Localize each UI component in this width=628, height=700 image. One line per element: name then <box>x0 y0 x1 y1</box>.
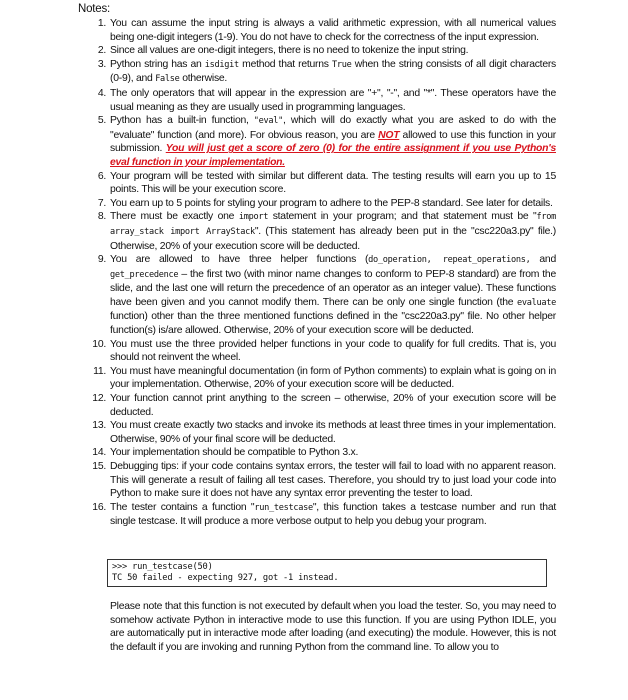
notes-list <box>92 17 557 529</box>
inline-code: do_operation, repeat_operations, <box>368 255 531 266</box>
item-text: allowed to use this function in your submission. <box>110 129 556 155</box>
list-item <box>92 460 556 501</box>
item-number: 7. <box>97 197 106 209</box>
list-item <box>92 338 556 365</box>
list-item <box>92 392 556 419</box>
body-paragraph: Please note that this function is not executed by default when you load the tester. So, you may need to somehow activate Python in interactive mode to use this function. If you are using Python IDLE, you are automatically put in interactive mode after loading (and executing) the module. However, this is not the default if you are invoking and running Python from the command line. To allow you to <box>110 601 556 653</box>
list-item <box>97 87 556 114</box>
list-item <box>97 44 556 58</box>
item-text: Your program will be tested with similar but different data. The testing results will earn you up to 15 points. This will be your execution score. <box>110 170 556 196</box>
inline-code: "eval" <box>253 116 284 127</box>
inline-code: True <box>331 59 352 70</box>
list-item <box>93 365 556 392</box>
inline-code: False <box>155 74 180 85</box>
item-number: 5. <box>97 115 106 127</box>
item-text: You are allowed to have three helper functions ( <box>110 254 369 266</box>
inline-code: run_testcase <box>254 502 313 513</box>
inline-code: import <box>238 212 269 223</box>
item-text: You can assume the input string is always a valid arithmetic expression, with all numerical values being one-digit integers (1-9). You do not have to check for the correctness of the input expression. <box>110 18 556 43</box>
item-text: The tester contains a function " <box>110 501 255 513</box>
item-text: when the string consists of all digit characters (0-9), and <box>110 58 557 85</box>
item-number: 15. <box>92 461 106 472</box>
not-emphasis: NOT <box>378 129 400 141</box>
code-line: >>> run_testcase(50) <box>112 562 213 572</box>
item-text: Since all values are one-digit integers, there is no need to tokenize the input string. <box>110 45 469 57</box>
item-text: The only operators that will appear in the expression are "+", "-", and "*". These operators have the usual meaning as they are usually used in programming languages. <box>110 87 556 113</box>
item-text: You must use the three provided helper functions in your code to qualify for full credits. That is, you should not reinvent the wheel. <box>110 338 556 364</box>
item-number: 14. <box>92 447 106 459</box>
item-number: 13. <box>92 420 106 432</box>
item-number: 9. <box>97 254 106 266</box>
item-text: You earn up to 5 points for styling your program to adhere to the PEP-8 standard. See later for details. <box>110 197 553 209</box>
list-item <box>97 114 557 169</box>
code-example-box <box>107 559 547 587</box>
item-text: You must create exactly two stacks and invoke its methods at least three times in your implementation. Otherwise, 90% of your final score will be deducted. <box>110 420 556 445</box>
item-number: 6. <box>97 170 106 182</box>
item-text: Your function cannot print anything to the screen – otherwise, 20% of your execution score will be deducted. <box>110 393 556 418</box>
item-number: 10. <box>92 338 106 350</box>
item-number: 16. <box>92 501 106 513</box>
notes-heading: Notes: <box>78 3 111 15</box>
item-text: , which will do exactly what you are asked to do with the "evaluate" function (and more). For obvious reason, you are <box>110 115 557 141</box>
warning-text: You will just get a score of zero (0) for the entire assignment if you use Python's eval function in your implementation. <box>110 143 556 168</box>
item-text: There must be exactly one <box>110 211 239 223</box>
item-text: Python string has an <box>110 58 205 70</box>
list-item <box>92 419 556 446</box>
item-text: ". (This statement has already been put in the "csc220a3.py" file.) Otherwise, 20% of your execution score will be deducted. <box>110 225 556 252</box>
item-text: Your implementation should be compatible to Python 3.x. <box>110 447 359 459</box>
list-item <box>92 501 556 529</box>
list-item <box>97 210 556 253</box>
list-item <box>97 197 556 211</box>
inline-code: isdigit <box>204 59 239 70</box>
inline-code: from array_stack import ArrayStack <box>110 212 556 237</box>
item-text: function) other than the three mentioned functions defined in the "csc220a3.py" file. No other helper function(s) is/are allowed. Otherwise, 20% of your execution score will be deducted. <box>110 311 556 337</box>
item-number: 4. <box>97 87 106 99</box>
item-text: – the first two (with minor name changes to conform to PEP-8 standard) are from the slide, and the last one will return the precedence of an operator as an integer value). These functions have been given and you cannot modify them. There can be only one single function (the <box>110 268 556 308</box>
item-number: 3. <box>97 58 106 70</box>
list-item <box>97 170 556 197</box>
item-text: ", this function takes a testcase number and run that single testcase. It will produce a more verbose output to help you debug your program. <box>110 501 556 528</box>
inline-code: get_precedence <box>110 269 179 280</box>
item-number: 12. <box>92 393 106 405</box>
inline-code: evaluate <box>517 297 556 308</box>
list-item <box>97 253 556 338</box>
item-number: 11. <box>93 365 106 377</box>
code-line: TC 50 failed - expecting 927, got -1 instead. <box>112 573 339 584</box>
item-text: Debugging tips: if your code contains syntax errors, the tester will fail to load with no apparent reason. This will generate a result of failing all test cases. Therefore, you should try to just load your code into Python to make sure it does not have any syntax error preventing the tester to load. <box>110 461 556 500</box>
item-number: 8. <box>97 211 106 223</box>
item-text: You must have meaningful documentation (in form of Python comments) to explain what is going on in your implementation. Otherwise, 20% of your execution score will be deducted. <box>110 365 556 391</box>
item-text: otherwise. <box>179 73 228 85</box>
list-item <box>97 17 556 44</box>
item-text: Python has a built-in function, <box>110 115 254 127</box>
item-number: 1. <box>97 18 106 29</box>
item-text: statement in your program; and that statement must be " <box>268 211 537 223</box>
list-item <box>97 58 557 87</box>
item-text: method that returns <box>238 58 332 70</box>
list-item <box>92 446 556 460</box>
item-text: and <box>530 254 556 266</box>
item-number: 2. <box>97 45 106 57</box>
